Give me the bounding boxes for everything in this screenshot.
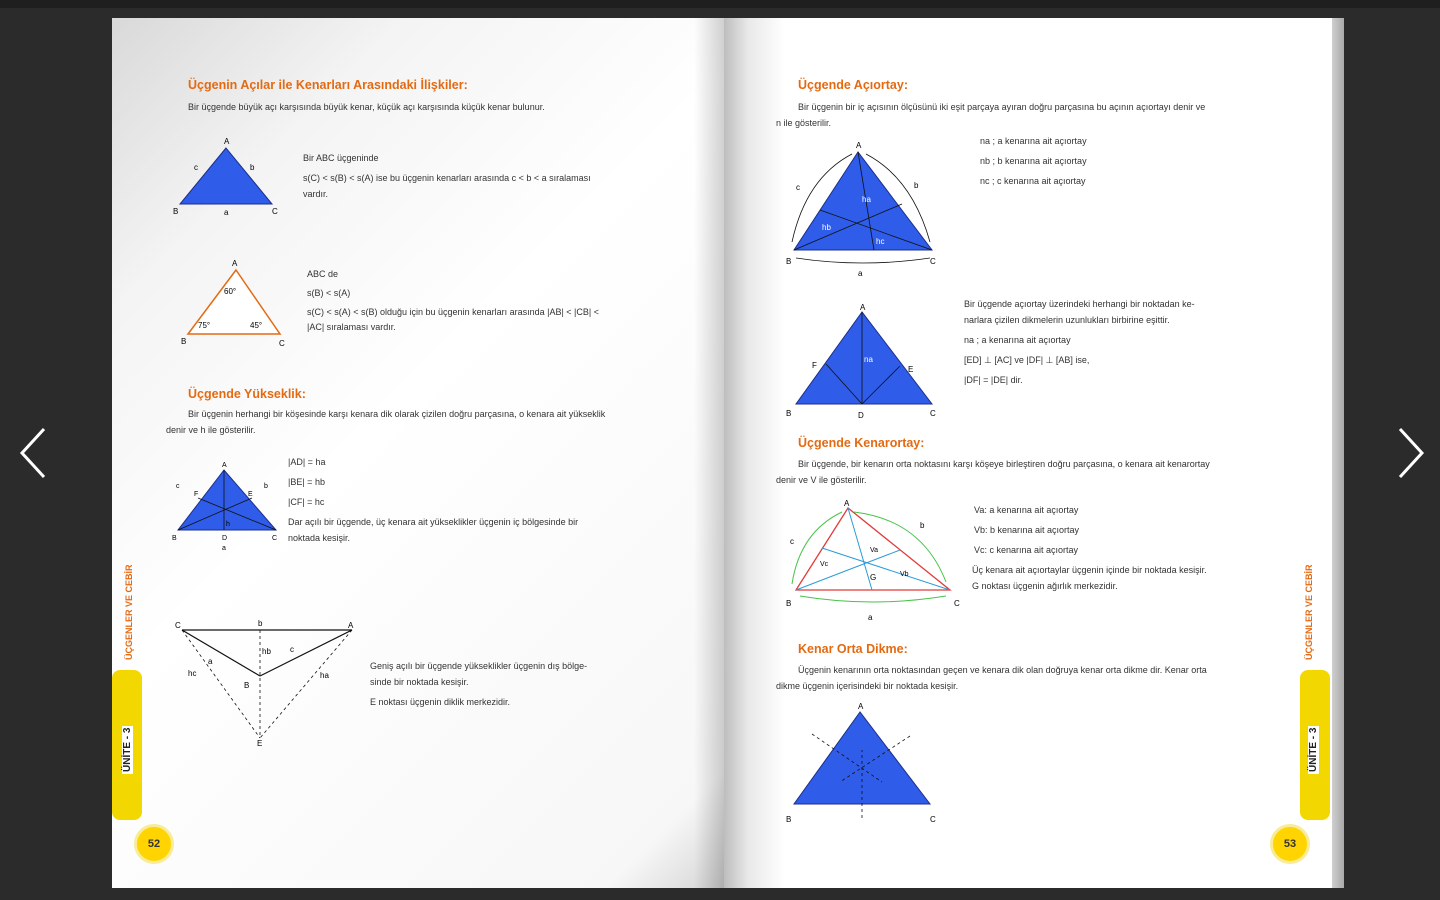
book-page-left — [112, 18, 724, 888]
section-title-angles-sides: Üçgenin Açılar ile Kenarları Arasındaki İlişkiler: — [188, 78, 468, 92]
text-line: G noktası üçgenin ağırlık merkezidir. — [972, 581, 1118, 591]
label-C: C — [954, 599, 960, 608]
triangle-figure-1 — [168, 136, 288, 220]
label-hc: hc — [188, 669, 197, 678]
book-page-edge — [1332, 18, 1344, 888]
unit-label: ÜNİTE - 3 — [122, 727, 133, 772]
text-line: denir ve V ile gösterilir. — [776, 475, 867, 485]
label-hb: hb — [262, 647, 271, 656]
text-line: |CF| = hc — [288, 497, 325, 507]
next-page-button[interactable] — [1390, 425, 1430, 481]
label-B: B — [172, 535, 177, 542]
section-title-angle-bisector: Üçgende Açıortay: — [798, 78, 908, 92]
label-c: c — [290, 645, 294, 654]
label-G: G — [870, 573, 877, 582]
label-C: C — [175, 621, 181, 630]
label-Va: Va — [870, 547, 879, 554]
text-line: Üç kenara ait açıortaylar üçgenin içinde bir noktada kesişir. — [972, 565, 1207, 575]
text-line: [ED] ⊥ [AC] ve |DF| ⊥ [AB] ise, — [964, 355, 1090, 365]
label-c: c — [194, 163, 198, 172]
triangle-figure-angles — [176, 256, 296, 348]
label-C: C — [930, 257, 936, 266]
angle-B-label: 75° — [198, 321, 211, 330]
text-line: s(B) < s(A) — [307, 288, 351, 298]
label-E: E — [248, 491, 253, 498]
unit-label: ÜNİTE - 3 — [1308, 727, 1319, 772]
label-E: E — [257, 739, 263, 748]
label-B: B — [786, 409, 792, 418]
label-F: F — [194, 491, 199, 498]
previous-page-button[interactable] — [14, 425, 54, 481]
label-a: a — [224, 208, 229, 217]
page-number: 53 — [1270, 824, 1310, 864]
triangle-figure-medians — [782, 496, 972, 628]
text-line: nc ; c kenarına ait açıortay — [980, 176, 1086, 186]
label-E: E — [908, 365, 914, 374]
text-line: |BE| = hb — [288, 477, 325, 487]
label-A: A — [856, 141, 862, 150]
label-B: B — [244, 681, 250, 690]
label-C: C — [930, 815, 936, 824]
label-A: A — [222, 462, 227, 469]
text-line: dikme üçgenin içerisindeki bir noktada kesişir. — [776, 681, 959, 691]
obtuse-triangle-figure — [172, 616, 362, 752]
text-line: Bir üçgende açıortay üzerindeki herhangi bir noktadan ke- — [964, 299, 1195, 309]
label-a: a — [222, 545, 226, 552]
label-b: b — [914, 181, 919, 190]
label-A: A — [232, 259, 238, 268]
page-number: 52 — [134, 824, 174, 864]
label-D: D — [222, 535, 228, 542]
label-A: A — [858, 702, 864, 711]
side-chapter-label: ÜÇGENLER VE CEBİR — [124, 564, 134, 660]
text-line: n ile gösterilir. — [776, 118, 832, 128]
text-line: sinde bir noktada kesişir. — [370, 677, 469, 687]
section-title-perpendicular-bisector: Kenar Orta Dikme: — [798, 642, 908, 656]
chevron-left-icon — [14, 425, 54, 481]
label-h: h — [226, 521, 230, 528]
label-ha: ha — [320, 671, 329, 680]
triangle-figure-perpendicular-bisectors — [782, 700, 952, 828]
label-ha: ha — [862, 195, 871, 204]
text-line: Bir üçgenin herhangi bir köşesinde karşı kenara dik olarak çizilen doğru parçasına, o kenara ait yükseklik — [188, 409, 606, 419]
section-title-median: Üçgende Kenarortay: — [798, 436, 925, 450]
label-a: a — [868, 613, 873, 622]
text-line: Bir üçgenin bir iç açısının ölçüsünü iki eşit parçaya ayıran doğru parçasına bu açının açıortayı denir ve — [798, 102, 1206, 112]
label-C: C — [279, 339, 285, 348]
label-c: c — [796, 183, 800, 192]
text-line: denir ve h ile gösterilir. — [166, 425, 256, 435]
label-D: D — [858, 411, 864, 420]
label-a: a — [208, 657, 213, 666]
text-line: Bir ABC üçgeninde — [303, 153, 379, 163]
text-line: E noktası üçgenin diklik merkezidir. — [370, 697, 511, 707]
label-B: B — [181, 337, 187, 346]
label-c: c — [790, 537, 794, 546]
label-B: B — [786, 599, 792, 608]
angle-A-label: 60° — [224, 287, 237, 296]
label-Vb: Vb — [900, 571, 909, 578]
label-A: A — [348, 621, 354, 630]
label-a: a — [858, 269, 863, 278]
text-line: nb ; b kenarına ait açıortay — [980, 156, 1087, 166]
label-A: A — [844, 499, 850, 508]
label-B: B — [173, 207, 179, 216]
text-line: na ; a kenarına ait açıortay — [980, 136, 1087, 146]
label-hb: hb — [822, 223, 831, 232]
text-line: Bir üçgende, bir kenarın orta noktasını karşı köşeye birleştiren doğru parçasına, o kenara ait kenarortay — [798, 459, 1210, 469]
text-line: noktada kesişir. — [288, 533, 351, 543]
label-A: A — [860, 303, 866, 312]
text-line: na ; a kenarına ait açıortay — [964, 335, 1071, 345]
text-line: vardır. — [303, 189, 329, 199]
side-chapter-label: ÜÇGENLER VE CEBİR — [1304, 564, 1314, 660]
text-line: narlara çizilen dikmelerin uzunlukları birbirine eşittir. — [964, 315, 1170, 325]
label-na: na — [864, 355, 873, 364]
text-line: Dar açılı bir üçgende, üç kenara ait yükseklikler üçgenin iç bölgesinde bir — [288, 517, 579, 527]
text-line: s(C) < s(A) < s(B) olduğu için bu üçgenin kenarları arasında |AB| < |CB| < — [307, 307, 599, 317]
text-line: Geniş açılı bir üçgende yükseklikler üçgenin dış bölge- — [370, 661, 588, 671]
label-C: C — [272, 207, 278, 216]
label-C: C — [272, 535, 278, 542]
label-b: b — [264, 483, 268, 490]
label-F: F — [812, 361, 817, 370]
triangle-figure-bisector-point — [782, 302, 952, 422]
label-b: b — [920, 521, 925, 530]
text-line: Va: a kenarına ait açıortay — [974, 505, 1079, 515]
label-b: b — [250, 163, 255, 172]
text-line: Üçgenin kenarının orta noktasından geçen ve kenara dik olan doğruya kenar orta dikme dir. Kenar orta — [798, 665, 1207, 675]
text-line: s(C) < s(B) < s(A) ise bu üçgenin kenarları arasında c < b < a sıralaması — [303, 173, 591, 183]
book-page-right — [724, 18, 1332, 888]
label-hc: hc — [876, 237, 885, 246]
angle-C-label: 45° — [250, 321, 263, 330]
text-line: |AC| sıralaması vardır. — [307, 322, 396, 332]
chevron-right-icon — [1390, 425, 1430, 481]
label-C: C — [930, 409, 936, 418]
triangle-figure-altitudes — [168, 458, 288, 554]
text-line: ABC de — [307, 269, 339, 279]
section-title-altitude: Üçgende Yükseklik: — [188, 387, 306, 401]
section-intro: Bir üçgende büyük açı karşısında büyük kenar, küçük açı karşısında küçük kenar bulunur. — [188, 102, 545, 112]
label-B: B — [786, 815, 792, 824]
page-spine-shadow — [694, 18, 724, 888]
label-B: B — [786, 257, 792, 266]
text-line: Vb: b kenarına ait açıortay — [974, 525, 1080, 535]
label-A: A — [224, 137, 230, 146]
text-line: |AD| = ha — [288, 457, 326, 467]
viewer-top-bar — [0, 0, 1440, 8]
text-line: |DF| = |DE| dir. — [964, 375, 1023, 385]
text-line: Vc: c kenarına ait açıortay — [974, 545, 1079, 555]
label-b: b — [258, 619, 263, 628]
label-Vc: Vc — [820, 561, 829, 568]
triangle-figure-bisectors — [782, 138, 952, 280]
label-c: c — [176, 483, 180, 490]
